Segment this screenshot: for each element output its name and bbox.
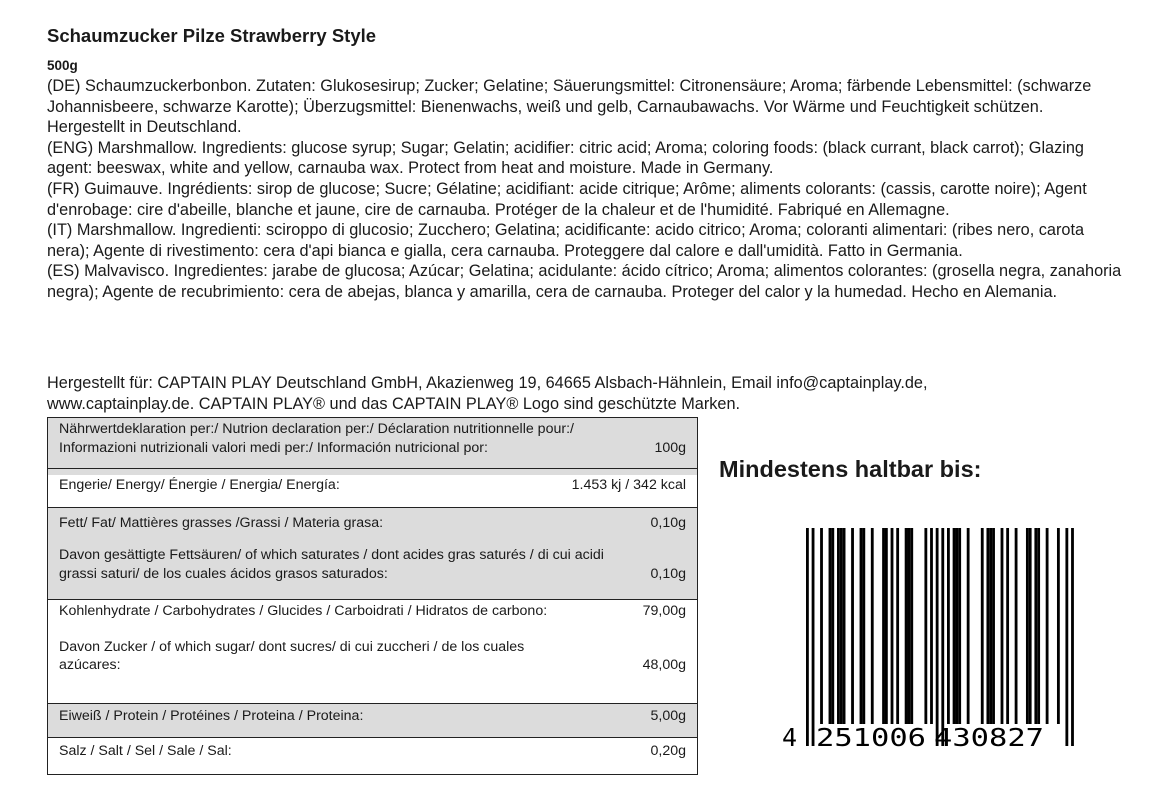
- ingredients-block: [47, 76, 1125, 303]
- barcode-bar: [871, 528, 874, 724]
- barcode-bar: [840, 528, 843, 724]
- manufacturer-line-2: www.captainplay.de. CAPTAIN PLAY® und das CAPTAIN PLAY® Logo sind geschützte Marken.: [47, 394, 741, 413]
- barcode-bar: [1037, 528, 1040, 724]
- ingredients-en: (ENG) Marshmallow. Ingredients: glucose syrup; Sugar; Gelatin; acidifier: citric acid; Aroma; coloring foods: (black currant, black carrot); Glazing agent: beeswax, white and yellow, carnauba wax. Protect from heat and moisture. Made in Germany.: [47, 138, 1084, 178]
- ingredients-de: (DE) Schaumzuckerbonbon. Zutaten: Glukosesirup; Zucker; Gelatine; Säuerungsmittel: Citronensäure; Aroma; färbende Lebensmittel: (schwarze Johannisbeere, schwarze Karotte); Überzugsmittel: Bienenwachs, weiß und gelb, Carnaubawachs. Vor Wärme und Feuchtigkeit schützen. Hergestellt in Deutschland.: [47, 77, 1092, 137]
- barcode-bar: [820, 528, 823, 724]
- sugar-value: 48,00g: [642, 657, 686, 673]
- ingredients-it: (IT) Marshmallow. Ingredienti: sciroppo di glucosio; Zucchero; Gelatina; acidificante: acido citrico; Aroma; coloranti alimentari: (ribes nero, carota nera); Agente di rivestimento: cera d'api bianca e gialla, cera carnauba. Proteggere dal calore e dall'umidità. Fatto in Germania.: [47, 221, 1085, 260]
- barcode-bar: [981, 528, 984, 724]
- barcode-guard-bar: [1065, 528, 1068, 746]
- protein-label: Eiweiß / Protein / Protéines / Proteina / Proteina:: [59, 708, 364, 724]
- nutrition-header-row: [48, 418, 697, 475]
- barcode-bar: [860, 528, 863, 724]
- nutrition-row-protein: [48, 703, 697, 738]
- barcode-guard-bar: [941, 528, 944, 746]
- salt-label: Salz / Salt / Sel / Sale / Sal:: [59, 743, 232, 759]
- barcode-bar: [958, 528, 961, 724]
- barcode-bar: [885, 528, 888, 724]
- saturates-label-line-1: Davon gesättigte Fettsäuren/ of which saturates / dont acides gras saturés / di cui acidi: [59, 547, 604, 563]
- barcode-bar: [1029, 528, 1032, 724]
- nutrition-row-carbohydrates: [48, 599, 697, 704]
- nutrition-row-salt: [48, 737, 697, 774]
- carbs-value: 79,00g: [642, 603, 686, 619]
- barcode-guard-bar: [1071, 528, 1074, 746]
- fat-value: 0,10g: [650, 515, 686, 531]
- sugar-label-line-1: Davon Zucker / of which sugar/ dont sucres/ di cui zuccheri / de los cuales: [59, 639, 525, 655]
- barcode-bar: [831, 528, 834, 724]
- barcode-bar: [910, 528, 913, 724]
- barcode-bar: [851, 528, 854, 724]
- nutrition-row-energy: [48, 468, 697, 508]
- barcode-bar: [953, 528, 956, 724]
- barcode-bar: [1015, 528, 1018, 724]
- barcode-bars: [806, 528, 1074, 746]
- barcode-bar: [924, 528, 927, 724]
- manufacturer-line-1: Hergestellt für: CAPTAIN PLAY Deutschland GmbH, Akazienweg 19, 64665 Alsbach-Hähnlein, Email info@captainplay.de,: [47, 374, 928, 392]
- barcode-first-digit: 4: [782, 723, 798, 752]
- barcode-bar: [989, 528, 992, 724]
- barcode-bar: [1046, 528, 1049, 724]
- barcode-bar: [843, 528, 846, 724]
- saturates-label-line-2: grassi saturi/ de los cuales ácidos grasos saturados:: [59, 566, 388, 582]
- salt-value: 0,20g: [650, 743, 686, 759]
- product-weight: 500g: [47, 58, 78, 73]
- barcode-bar: [905, 528, 908, 724]
- barcode-bar: [891, 528, 894, 724]
- manufacturer-info: [47, 373, 1137, 414]
- nutrition-per-amount: 100g: [654, 440, 686, 456]
- energy-value: 1.453 kj / 342 kcal: [571, 477, 686, 493]
- ean-barcode: [780, 520, 1080, 755]
- barcode-bar: [947, 528, 950, 724]
- sugar-label-line-2: azúcares:: [59, 657, 121, 673]
- barcode-bar: [930, 528, 933, 724]
- ingredients-fr: (FR) Guimauve. Ingrédients: sirop de glucose; Sucre; Gélatine; acidifiant: acide citrique; Arôme; aliments colorants: (cassis, carotte noire); Agent d'enrobage: cire d'abeille, blanche et jaune, cire de carnauba. Protéger de la chaleur et de l'humidité. Fabriqué en Allemagne.: [47, 179, 1087, 219]
- protein-value: 5,00g: [650, 708, 686, 724]
- barcode-bar: [896, 528, 899, 724]
- barcode-left-digits: 251006: [816, 723, 926, 752]
- barcode-bar: [829, 528, 832, 724]
- best-before-label: Mindestens haltbar bis:: [719, 456, 982, 482]
- barcode-bar: [967, 528, 970, 724]
- nutrition-header-line-1: Nährwertdeklaration per:/ Nutrion declaration per:/ Déclaration nutritionnelle pour:/: [59, 421, 574, 437]
- barcode-right-digits: 430827: [934, 723, 1044, 752]
- carbs-label: Kohlenhydrate / Carbohydrates / Glucides / Carboidrati / Hidratos de carbono:: [59, 603, 548, 619]
- barcode-guard-bar: [812, 528, 815, 746]
- barcode-bar: [1057, 528, 1060, 724]
- barcode-bar: [1034, 528, 1037, 724]
- nutrition-row-fat: [48, 507, 697, 600]
- saturates-value: 0,10g: [650, 566, 686, 582]
- barcode-guard-bar: [936, 528, 939, 746]
- barcode-bar: [1001, 528, 1004, 724]
- barcode-bar: [862, 528, 865, 724]
- nutrition-header-line-2: Informazioni nutrizionali valori medi per:/ Información nutricional por:: [59, 440, 488, 456]
- barcode-bar: [986, 528, 989, 724]
- barcode-bar: [1026, 528, 1029, 724]
- product-title: Schaumzucker Pilze Strawberry Style: [47, 25, 377, 46]
- energy-label: Engerie/ Energy/ Énergie / Energia/ Energía:: [59, 477, 340, 493]
- barcode-guard-bar: [806, 528, 809, 746]
- barcode-bar: [837, 528, 840, 724]
- barcode-bar: [955, 528, 958, 724]
- barcode-bar: [908, 528, 911, 724]
- fat-label: Fett/ Fat/ Mattières grasses /Grassi / Materia grasa:: [59, 515, 384, 531]
- barcode-bar: [882, 528, 885, 724]
- nutrition-table: [47, 417, 698, 775]
- ingredients-es: (ES) Malvavisco. Ingredientes: jarabe de glucosa; Azúcar; Gelatina; acidulante: ácido cítrico; Aroma; alimentos colorantes: (grosella negra, zanahoria negra); Agente de recubrimiento: cera de abejas, blanca y amarilla, cera de carnauba. Proteger del calor y la humedad. Hecho en Alemania.: [47, 262, 1122, 301]
- barcode-bar: [1006, 528, 1009, 724]
- barcode-bar: [992, 528, 995, 724]
